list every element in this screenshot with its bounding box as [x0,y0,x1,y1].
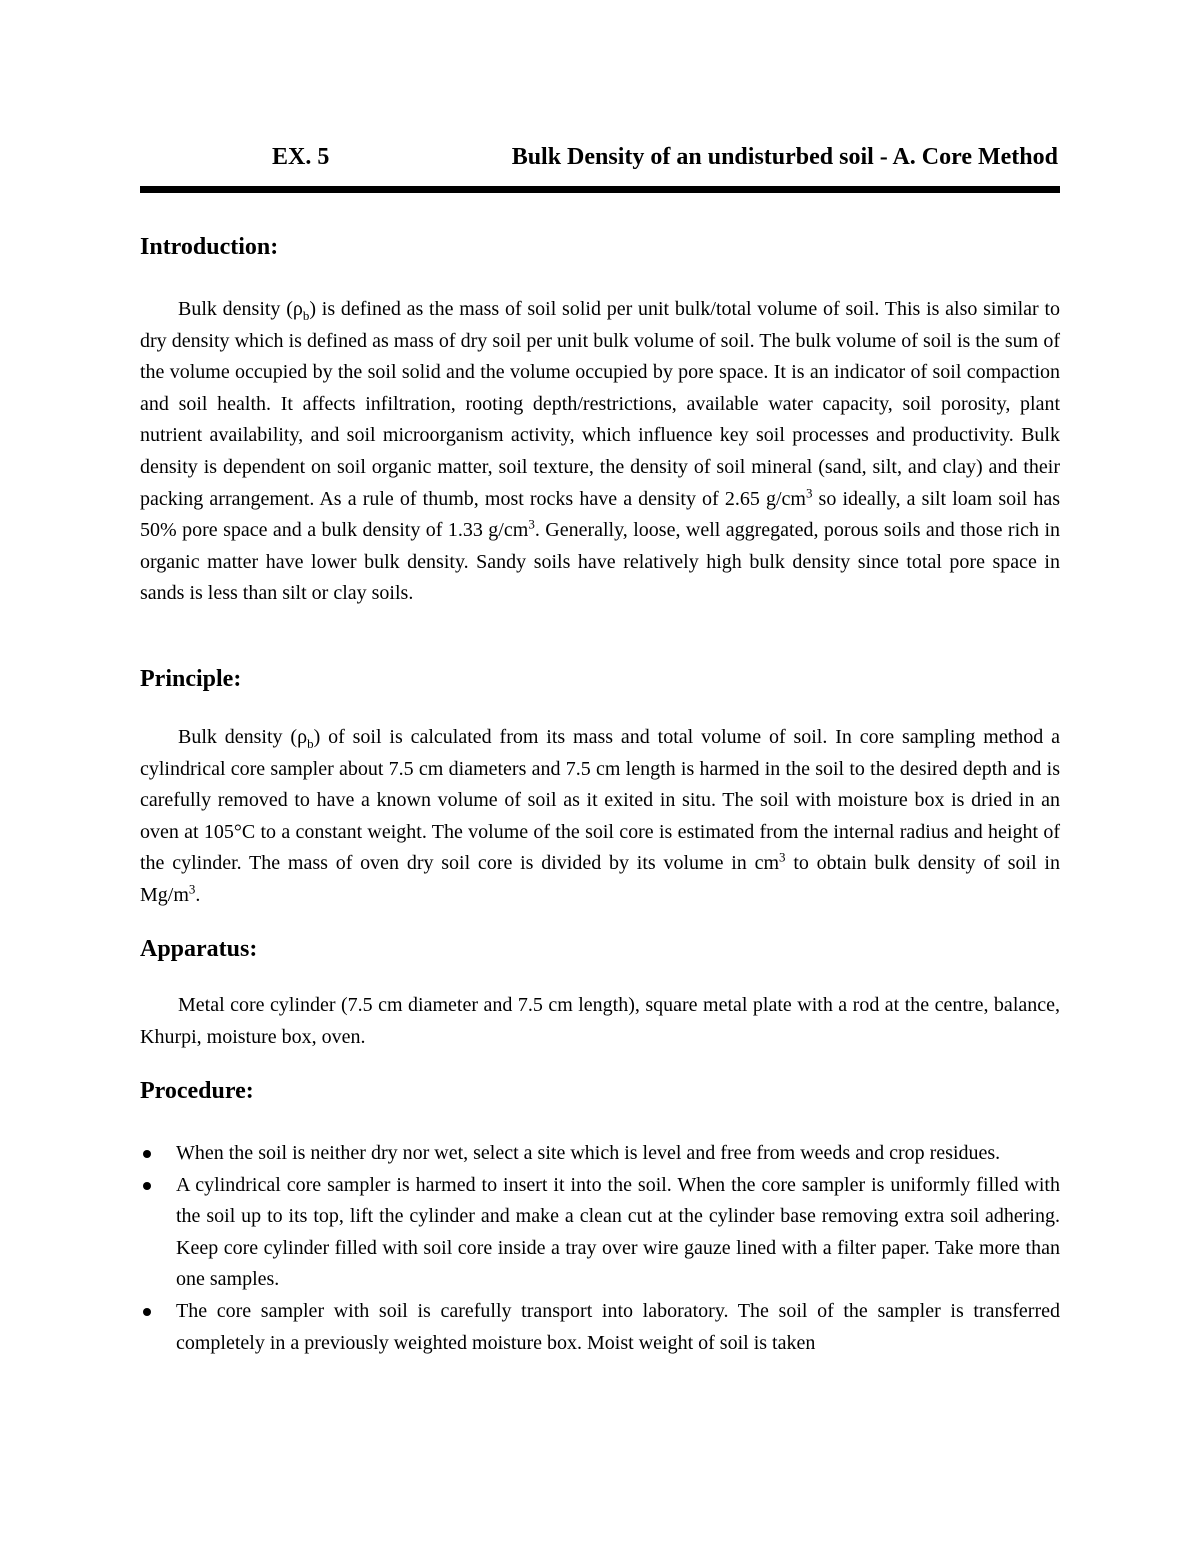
bullet-icon [143,1308,151,1316]
apparatus-heading: Apparatus: [140,936,258,962]
header-rule [140,186,1060,193]
introduction-paragraph: Bulk density $(\rho_b)$ is defined as the mass of soil solid per unit bulk/total volume of soil. This is also similar to dry density which is defined as mass of dry soil per unit bulk volume of soil. The bulk volume of soil is the sum of the volume occupied by the soil solid and the volume occupied by pore space. It is an indicator of soil compaction and soil health. It affects infiltration, rooting depth/restrictions, available water capacity, soil porosity, plant nutrient availability, and soil microorganism activity, which influence key soil processes and productivity. Bulk density is dependent on soil organic matter, soil texture, the density of soil mineral (sand, silt, and clay) and their packing arrangement. As a rule of thumb, most rocks have a density of 2.65 $g/cm^3$ so ideally, a silt loam soil has 50% pore space and a bulk density of 1.33 $g/cm^3$. Generally, loose, well aggregated, porous soils and those rich in organic matter have lower bulk density. Sandy soils have relatively high bulk density since total pore space in sands is less than silt or clay soils. [140,298,1061,605]
principle-paragraph: Bulk density $(\rho_b)$ of soil is calculated from its mass and total volume of soil. In core sampling method a cylindrical core sampler about 7.5 cm diameters and 7.5 cm length is harmed in the soil to the desired depth and is carefully removed to have a known volume of soil as it exited in situ. The soil with moisture box is dried in an oven at 105°C to a constant weight. The volume of the soil core is estimated from the internal radius and height of the cylinder. The mass of oven dry soil core is divided by its volume in $cm^3$ to obtain bulk density of soil in $Mg/m^3$. [140,726,1060,906]
introduction-heading: Introduction: [140,234,279,260]
principle-heading: Principle: [140,666,242,692]
procedure-heading: Procedure: [140,1078,254,1104]
exercise-number: EX. 5 [272,144,330,170]
bullet-icon [143,1150,151,1158]
procedure-item: A cylindrical core sampler is harmed to insert it into the soil. When the core sampler is uniformly filled with the soil up to its top, lift the cylinder and make a clean cut at the cylinder base removing extra soil adhering. Keep core cylinder filled with soil core inside a tray over wire gauze lined with a filter paper. Take more than one samples. [140,1170,1060,1296]
procedure-item: The core sampler with soil is carefully transport into laboratory. The soil of the sampler is transferred completely in a previously weighted moisture box. Moist weight of soil is taken [140,1296,1060,1359]
exercise-title: Bulk Density of an undisturbed soil - A. Core Method [511,144,1058,170]
page-header [140,144,1060,180]
apparatus-paragraph: Metal core cylinder (7.5 cm diameter and 7.5 cm length), square metal plate with a rod at the centre, balance, Khurpi, moisture box, oven. [140,994,1060,1048]
procedure-list [140,1138,1060,1359]
procedure-item: When the soil is neither dry nor wet, select a site which is level and free from weeds and crop residues. [140,1138,1060,1170]
bullet-icon [143,1182,151,1190]
